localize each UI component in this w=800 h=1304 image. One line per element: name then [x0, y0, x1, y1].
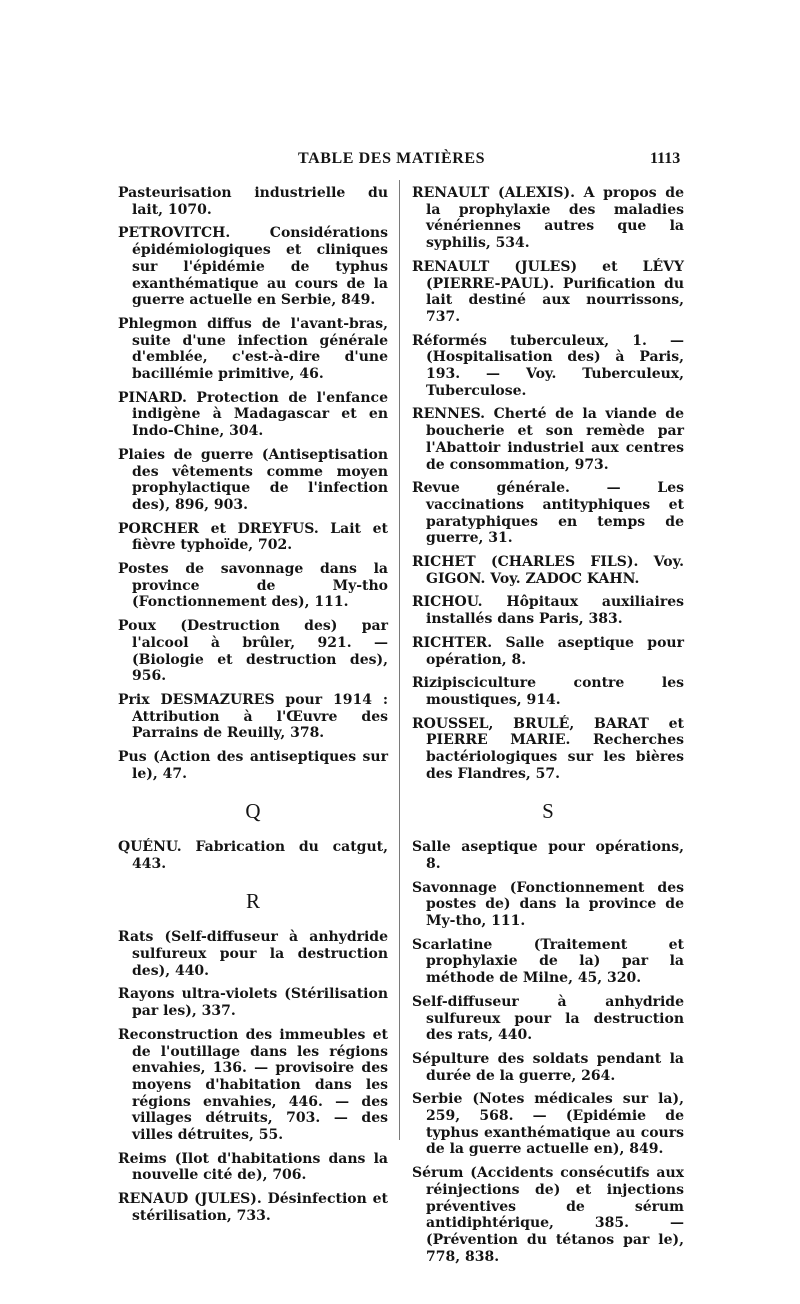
index-entry: ROUSSEL, BRULÉ, BARAT et PIERRE MARIE. Recherches bactériologiques sur les bières des Flandres, 57.: [412, 715, 684, 782]
index-entry: RENAUD (JULES). Désinfection et stérilisation, 733.: [118, 1191, 388, 1224]
index-entry: Plaies de guerre (Antiseptisation des vêtements comme moyen prophylactique de l'infection des), 896, 903.: [118, 446, 388, 513]
index-entry: Pasteurisation industrielle du lait, 1070.: [118, 185, 388, 218]
index-entry: QUÉNU. Fabrication du catgut, 443.: [118, 839, 388, 872]
section-letter-r: R: [245, 888, 260, 913]
index-entry: Revue générale. — Les vaccinations antityphiques et paratyphiques en temps de guerre, 31.: [412, 480, 684, 547]
right-column: [412, 185, 684, 1272]
column-divider: [399, 180, 400, 1140]
index-entry: RICHET (CHARLES FILS). Voy. GIGON. Voy. ZADOC KAHN.: [412, 554, 684, 587]
index-entry: Reims (Ilot d'habitations dans la nouvelle cité de), 706.: [118, 1150, 388, 1184]
index-entry: PETROVITCH. Considérations épidémiologiques et cliniques sur l'épidémie de typhus exanthématique au cours de la guerre actuelle en Serbie, 849.: [118, 225, 388, 309]
running-head: [0, 150, 800, 170]
index-entry: Poux (Destruction des) par l'alcool à brûler, 921. — (Biologie et destruction des), 956.: [118, 618, 388, 685]
index-entry: Prix DESMAZURES pour 1914 : Attribution à l'Œuvre des Parrains de Reuilly, 378.: [118, 691, 388, 742]
index-entry: Rizipisciculture contre les moustiques, 914.: [412, 675, 684, 708]
index-entry: Postes de savonnage dans la province de My-tho (Fonctionnement des), 111.: [118, 561, 388, 611]
index-entry: Salle aseptique pour opérations, 8.: [412, 839, 684, 872]
left-column: [118, 185, 388, 1232]
index-entry: PINARD. Protection de l'enfance indigène à Madagascar et en Indo-Chine, 304.: [118, 389, 388, 440]
index-entry: RICHTER. Salle aseptique pour opération, 8.: [412, 634, 684, 668]
index-entry: RICHOU. Hôpitaux auxiliaires installés dans Paris, 383.: [412, 594, 684, 628]
running-title: TABLE DES MATIÈRES: [298, 150, 486, 167]
index-entry: PORCHER et DREYFUS. Lait et fièvre typhoïde, 702.: [118, 520, 388, 554]
index-entry: Reconstruction des immeubles et de l'outillage dans les régions envahies, 136. — provisoire des moyens d'habitation dans les régions envahies, 446. — des villages détruits, 703. — des villes détruites, 55.: [118, 1026, 388, 1144]
index-entry: Rayons ultra-violets (Stérilisation par les), 337.: [118, 986, 388, 1020]
index-entry: Réformés tuberculeux, 1. — (Hospitalisation des) à Paris, 193. — Voy. Tuberculeux, Tuberculose.: [412, 332, 684, 399]
index-entry: Sérum (Accidents consécutifs aux réinjections de) et injections préventives de sérum antidiphtérique, 385. — (Prévention du tétanos par le), 778, 838.: [412, 1165, 684, 1265]
index-entry: Serbie (Notes médicales sur la), 259, 568. — (Epidémie de typhus exanthématique au cours de la guerre actuelle en), 849.: [412, 1091, 684, 1158]
index-entry: Pus (Action des antiseptiques sur le), 47.: [118, 749, 388, 782]
index-entry: RENAULT (ALEXIS). A propos de la prophylaxie des maladies vénériennes autres que la syphilis, 534.: [412, 185, 684, 252]
section-letter-q: Q: [245, 798, 261, 823]
index-entry: Sépulture des soldats pendant la durée de la guerre, 264.: [412, 1050, 684, 1084]
index-entry: RENNES. Cherté de la viande de boucherie et son remède par l'Abattoir industriel aux centres de consommation, 973.: [412, 406, 684, 473]
page-number: 1113: [650, 150, 681, 167]
index-entry: Rats (Self-diffuseur à anhydride sulfureux pour la destruction des), 440.: [118, 929, 388, 979]
index-entry: Phlegmon diffus de l'avant-bras, suite d'une infection générale d'emblée, c'est-à-dire d'une bacillémie primitive, 46.: [118, 315, 388, 383]
index-entry: Self-diffuseur à anhydride sulfureux pour la destruction des rats, 440.: [412, 993, 684, 1044]
index-entry: Scarlatine (Traitement et prophylaxie de la) par la méthode de Milne, 45, 320.: [412, 936, 684, 987]
index-entry: RENAULT (JULES) et LÉVY (PIERRE-PAUL). Purification du lait destiné aux nourrissons, 737.: [412, 258, 684, 325]
index-entry: Savonnage (Fonctionnement des postes de) dans la province de My-tho, 111.: [412, 879, 684, 930]
section-letter-s: S: [542, 798, 554, 823]
